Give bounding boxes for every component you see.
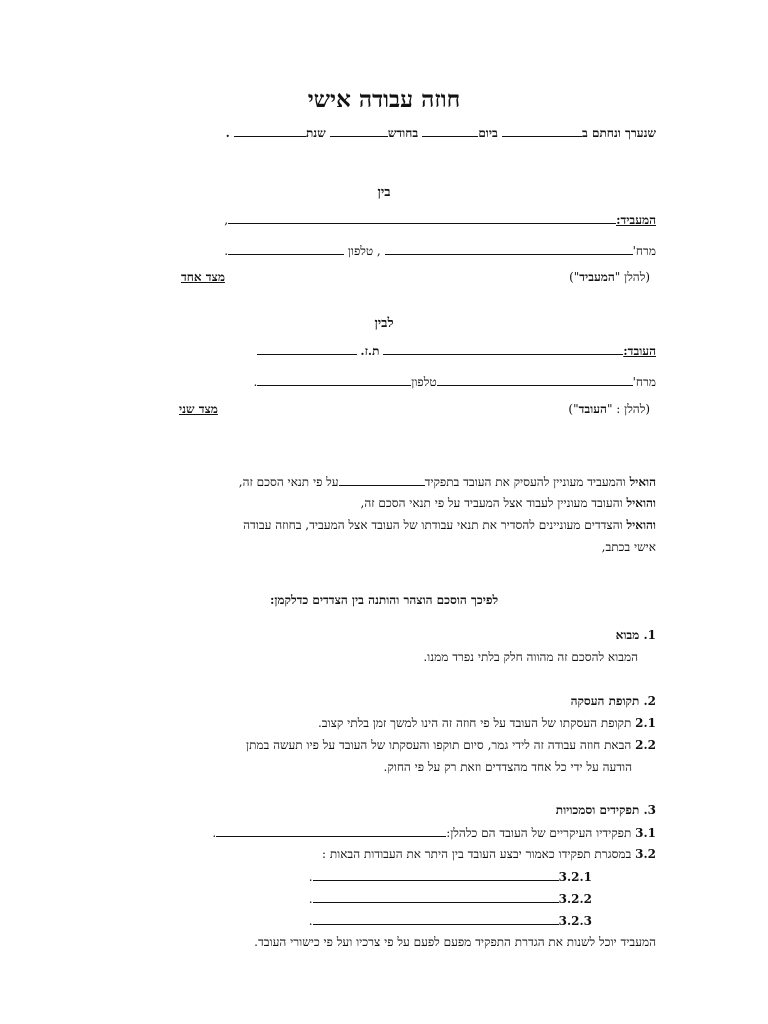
employee-address-blank	[437, 374, 633, 386]
whereas-1-text-a: והמעביד מעוניין להעסיק את העובד בתפקיד	[424, 475, 630, 489]
section-3-footer: המעביד יוכל לשנות את הגדרת התפקיד מפעם לפעם על פי צרכיו ועל פי כישורי העובד.	[254, 935, 656, 949]
section-3-2-2-blank	[313, 891, 559, 903]
whereas-line-2	[361, 496, 656, 511]
section-3-2-text: במסגרת תפקידו כאמור יבצע העובד בין היתר את העבודות הבאות :	[321, 847, 636, 861]
section-2-title: 2. תקופת העסקה	[570, 694, 656, 708]
section-3-2-2-end: .	[308, 892, 313, 906]
section-3-2-2-number: 3.2.2	[558, 892, 592, 906]
employer-alias-close: ")	[569, 270, 580, 284]
employee-alias	[568, 402, 650, 417]
section-3-title: 3. תפקידים וסמכויות	[555, 803, 656, 817]
date-place-blank	[502, 125, 582, 137]
employer-alias-open: (להלן "	[614, 270, 650, 284]
section-3-2-number: 3.2	[635, 847, 656, 861]
date-day-label: ביום	[478, 126, 498, 140]
and-between-heading: לבין	[374, 316, 394, 331]
employee-phone-label: טלפון	[411, 375, 437, 389]
whereas-role-blank	[339, 474, 425, 486]
employee-side: מצד שני	[179, 402, 218, 416]
employer-side: מצד אחד	[181, 270, 225, 284]
employer-phone-label: , טלפון	[347, 244, 381, 258]
section-2-1	[318, 716, 656, 731]
date-year-blank	[234, 125, 306, 137]
between-heading: בין	[377, 185, 391, 200]
employee-alias-close: ")	[568, 402, 579, 416]
section-2-1-text: תקופת העסקתו של העובד על פי חוזה זה הינו למשך זמן בלתי קצוב.	[317, 716, 636, 730]
whereas-2-text: והעובד מעוניין לעבוד אצל המעביד על פי תנאי הסכם זה,	[360, 496, 627, 510]
section-2-2-continued: הודעה על ידי כל אחד מהצדדים וזאת רק על פי החוק.	[383, 760, 632, 774]
section-3-2-3	[309, 913, 592, 928]
section-2-2	[246, 738, 656, 753]
section-3-2-1-end: .	[308, 870, 313, 884]
section-3-1-text: תפקידיו העיקריים של העובד הם כלהלן:	[446, 826, 636, 840]
section-1-line: המבוא להסכם זה מהווה חלק בלתי נפרד ממנו.	[423, 650, 638, 664]
date-month-label: בחודש	[387, 126, 419, 140]
section-3-1-end: .	[212, 826, 217, 840]
whereas-1-text-b: על פי תנאי הסכם זה,	[238, 475, 339, 489]
section-1-title: 1. מבוא	[615, 628, 656, 642]
whereas-3-bold: והואיל	[626, 518, 656, 532]
whereas-4-text: אישי בכתב,	[601, 540, 656, 554]
employee-address-label: מרח'	[632, 375, 656, 389]
whereas-line-1	[239, 474, 656, 490]
employee-id-label: ת.ז.	[360, 344, 380, 358]
section-3-2	[322, 847, 656, 862]
employee-period: .	[253, 375, 258, 389]
document-title: חוזה עבודה אישי	[307, 86, 461, 113]
date-line	[226, 125, 656, 141]
employer-address-blank	[385, 243, 633, 255]
section-3-2-1	[309, 869, 592, 884]
section-3-2-1-blank	[313, 869, 559, 881]
employer-address-line	[224, 243, 656, 259]
section-3-1	[212, 825, 656, 841]
whereas-2-bold: והואיל	[626, 496, 656, 510]
section-2-2-text: הבאת חוזה עבודה זה לידי גמר, סיום תוקפו והעסקתו של העובד על פיו תעשה במתן	[246, 738, 636, 752]
employee-label: העובד:	[623, 344, 656, 358]
section-3-2-1-number: 3.2.1	[558, 870, 592, 884]
whereas-line-3	[243, 518, 656, 533]
section-3-2-3-end: .	[308, 914, 313, 928]
employer-phone-blank	[228, 243, 344, 255]
section-3-2-3-blank	[313, 913, 559, 925]
whereas-1-bold: הואיל	[629, 475, 656, 489]
employee-alias-bold: העובד	[578, 402, 607, 416]
date-day-blank	[422, 125, 478, 137]
section-3-2-2	[309, 891, 592, 906]
employee-phone-blank	[257, 374, 411, 386]
section-3-1-number: 3.1	[635, 826, 656, 840]
date-month-blank	[330, 125, 388, 137]
section-2-2-number: 2.2	[635, 738, 656, 752]
employer-address-label: מרח'	[632, 244, 656, 258]
date-year-label: שנת	[305, 126, 326, 140]
section-3-2-3-number: 3.2.3	[558, 914, 592, 928]
employer-comma: ,	[224, 213, 229, 227]
employee-id-blank	[257, 343, 357, 355]
whereas-line-4	[602, 540, 656, 555]
employee-name-blank	[383, 343, 623, 355]
employer-alias	[569, 270, 650, 285]
employer-line	[224, 212, 656, 228]
employer-label: המעביד:	[616, 213, 656, 227]
agreed-heading: לפיכך הוסכם הוצהר והותנה בין הצדדים כדלקמן:	[269, 593, 499, 607]
date-end: .	[225, 126, 230, 140]
employee-line	[257, 343, 656, 359]
date-prefix: שנערך ונחתם ב	[582, 126, 656, 140]
section-2-1-number: 2.1	[635, 716, 656, 730]
section-3-1-blank	[216, 825, 446, 837]
employer-period: .	[224, 244, 229, 258]
employer-name-blank	[228, 212, 616, 224]
employee-alias-open: (להלן : "	[606, 402, 650, 416]
whereas-3-text: והצדדים מעוניינים להסדיר את תנאי עבודתו של העובד אצל המעביד, בחוזה עבודה	[243, 518, 627, 532]
employer-alias-bold: המעביד	[579, 270, 615, 284]
employee-address-line	[253, 374, 656, 390]
